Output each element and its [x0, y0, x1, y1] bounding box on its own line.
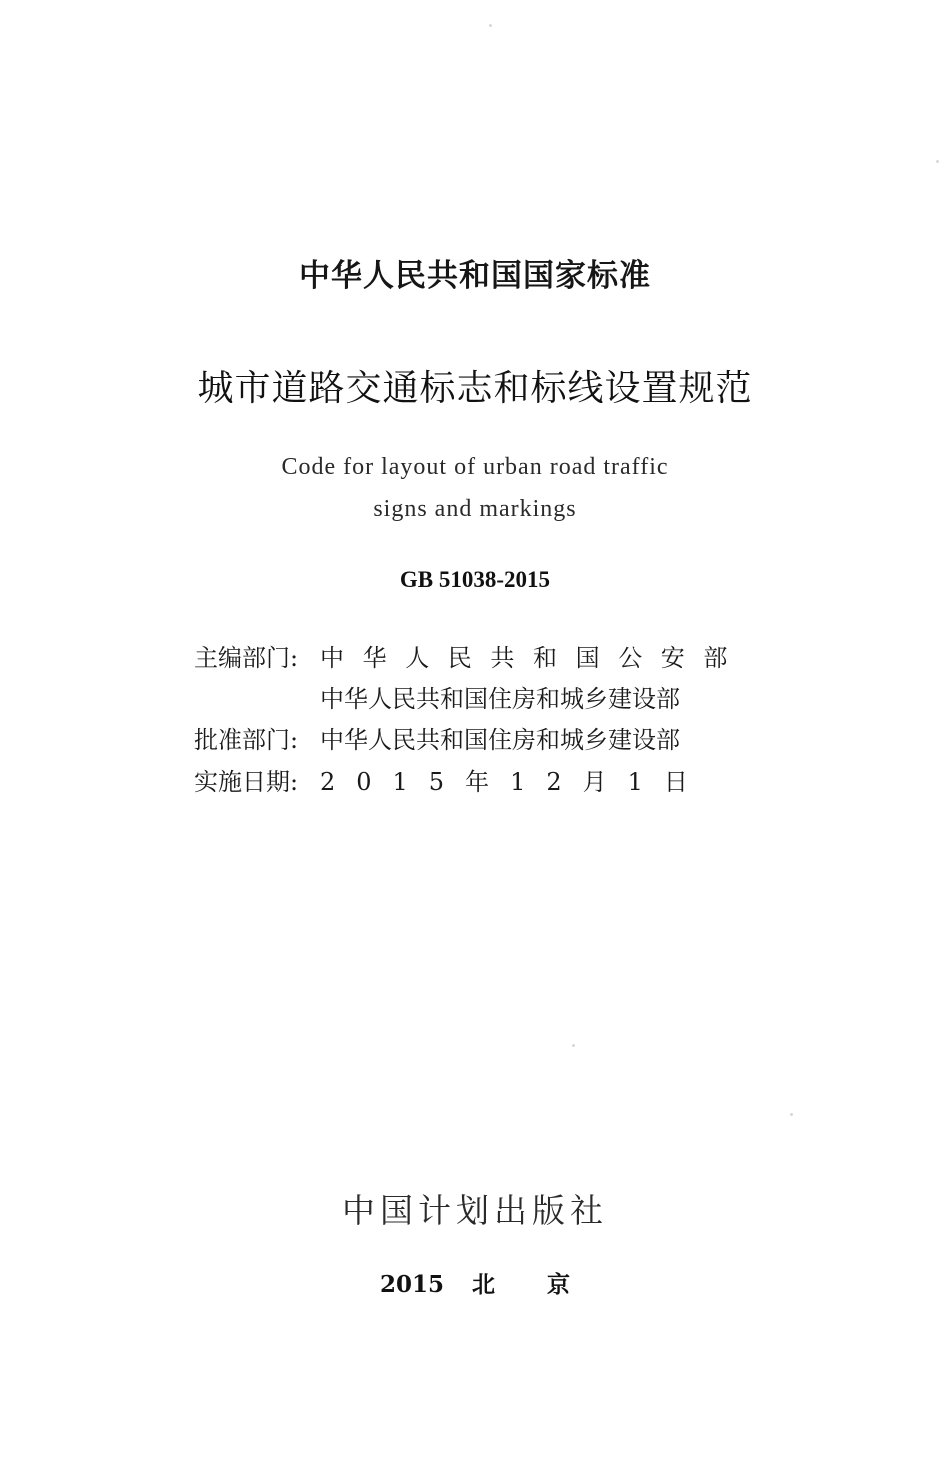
standard-category: 中华人民共和国国家标准 — [299, 258, 651, 294]
standard-number: GB 51038-2015 — [399, 567, 551, 592]
imprint-city-part-1: 北 — [472, 1271, 495, 1298]
scan-speck — [790, 1113, 793, 1116]
scan-speck — [489, 24, 492, 27]
scan-speck — [572, 1044, 575, 1047]
approval-label: 批准部门: — [194, 726, 299, 754]
title-english-line-2: signs and markings — [373, 496, 577, 522]
effective-date: 2015年12月1日 — [320, 768, 709, 796]
chief-editor-2: 中华人民共和国住房和城乡建设部 — [320, 685, 680, 713]
title-english-line-1: Code for layout of urban road traffic — [281, 454, 669, 480]
imprint-city-part-2: 京 — [547, 1271, 570, 1298]
scan-speck — [936, 160, 939, 163]
title-chinese: 城市道路交通标志和标线设置规范 — [197, 368, 753, 409]
chief-editor-1: 中华人民共和国公安部 — [320, 644, 746, 672]
imprint — [0, 1266, 950, 1299]
effective-date-label: 实施日期: — [194, 768, 299, 796]
chief-editors-label: 主编部门: — [194, 644, 299, 672]
approval-dept: 中华人民共和国住房和城乡建设部 — [320, 726, 680, 754]
imprint-year: 2015 — [379, 1271, 444, 1298]
publisher: 中国计划出版社 — [342, 1191, 608, 1230]
